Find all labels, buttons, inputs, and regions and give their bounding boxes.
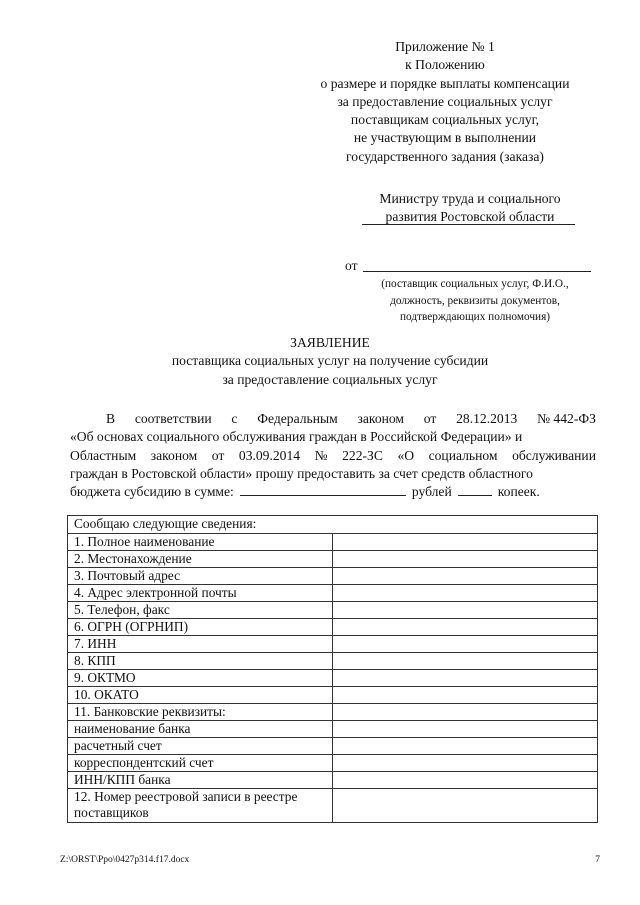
row-value[interactable]: [333, 789, 598, 823]
table-row: [68, 534, 598, 551]
row-label: 3. Почтовый адрес: [68, 568, 333, 585]
word: №: [314, 447, 328, 463]
from-name-blank[interactable]: [363, 258, 591, 272]
appendix-line: к Положению: [405, 57, 485, 73]
document-title: [60, 334, 600, 389]
table-row: [68, 585, 598, 602]
table-row: [68, 772, 598, 789]
registry-line: 12. Номер реестровой записи в реестре: [74, 789, 298, 804]
file-path: Z:\ORST\Ppo\0427p314.f17.docx: [60, 855, 190, 865]
amount-prefix: бюджета субсидию в сумме:: [70, 484, 234, 500]
statement-paragraph: [70, 410, 596, 501]
kopecks-amount-blank[interactable]: [458, 483, 492, 496]
word: № 442-ФЗ: [537, 411, 596, 426]
table-header: Сообщаю следующие сведения:: [68, 516, 598, 534]
line-text: «Об основах социального обслуживания граждан в Российской Федерации» и: [70, 429, 523, 445]
row-value[interactable]: [333, 704, 598, 721]
rubles-amount-blank[interactable]: [240, 483, 406, 496]
registry-line: поставщиков: [74, 805, 149, 820]
row-value[interactable]: [333, 585, 598, 602]
appendix-line: о размере и порядке выплаты компенсации: [320, 75, 570, 91]
addressee-line: развития Ростовской области: [385, 209, 555, 225]
table-row: [68, 670, 598, 687]
line-text: граждан в Ростовской области» прошу предоставить за счет средств областного: [70, 465, 533, 481]
row-label: 10. ОКАТО: [68, 687, 333, 704]
statement-line-5: [70, 483, 596, 501]
rubles-label: рублей: [411, 484, 452, 500]
word: с: [231, 411, 238, 426]
statement-line-1: [70, 410, 596, 428]
table-row: [68, 704, 598, 721]
appendix-line: за предоставление социальных услуг: [337, 93, 553, 109]
addressee-block: [340, 190, 600, 227]
title-line: поставщика социальных услуг на получение субсидии: [171, 353, 489, 369]
word: законом: [150, 447, 198, 463]
row-label: 2. Местонахождение: [68, 551, 333, 568]
title-line: за предоставление социальных услуг: [222, 371, 438, 387]
row-label: корреспондентский счет: [68, 755, 333, 772]
title-heading: ЗАЯВЛЕНИЕ: [290, 335, 370, 350]
addressee-name-blank[interactable]: [362, 224, 575, 225]
statement-line-2: [70, 428, 596, 446]
from-caption-line: (поставщик социальных услуг, Ф.И.О.,: [381, 278, 569, 290]
table-row: [68, 653, 598, 670]
kopecks-label: копеек.: [497, 484, 540, 500]
from-caption-line: должность, реквизиты документов,: [390, 294, 560, 307]
row-label: расчетный счет: [68, 738, 333, 755]
row-label: наименование банка: [68, 721, 333, 738]
table-row: [68, 721, 598, 738]
row-value[interactable]: [333, 602, 598, 619]
word: 222-ЗС: [342, 447, 383, 463]
row-label: 4. Адрес электронной почты: [68, 585, 333, 602]
row-label: 6. ОГРН (ОГРНИП): [68, 619, 333, 636]
from-caption: [350, 276, 600, 326]
row-label: ИНН/КПП банка: [68, 772, 333, 789]
word: законом: [357, 411, 405, 426]
word: В: [106, 411, 116, 426]
word: 03.09.2014: [238, 447, 301, 463]
row-value[interactable]: [333, 687, 598, 704]
table-row: [68, 568, 598, 585]
appendix-line: поставщикам социальных услуг,: [350, 112, 540, 128]
appendix-line: Приложение № 1: [395, 39, 495, 54]
row-value[interactable]: [333, 636, 598, 653]
table-row: [68, 602, 598, 619]
word: 28.12.2013: [456, 411, 518, 426]
table-row: [68, 738, 598, 755]
row-value[interactable]: [333, 755, 598, 772]
word: «О: [397, 447, 415, 463]
row-label: 8. КПП: [68, 653, 333, 670]
row-label: 5. Телефон, факс: [68, 602, 333, 619]
addressee-line: Министру труда и социального: [379, 191, 561, 206]
from-caption-line: подтверждающих полномочия): [399, 311, 551, 323]
row-label: 7. ИНН: [68, 636, 333, 653]
appendix-line: государственного задания (заказа): [346, 148, 544, 164]
word: Областным: [70, 447, 137, 463]
row-value[interactable]: [333, 670, 598, 687]
table-row: [68, 755, 598, 772]
row-value[interactable]: [333, 772, 598, 789]
row-label: 9. ОКТМО: [68, 670, 333, 687]
from-label: от: [345, 258, 358, 273]
row-value[interactable]: [333, 534, 598, 551]
statement-line-3: [70, 447, 596, 465]
page-number: 7: [595, 855, 600, 865]
table-row: [68, 687, 598, 704]
row-label: 1. Полное наименование: [68, 534, 333, 551]
word: от: [423, 411, 437, 426]
appendix-reference: [300, 38, 590, 166]
row-value[interactable]: [333, 619, 598, 636]
page-footer: [60, 855, 600, 865]
row-value[interactable]: [333, 721, 598, 738]
word: обслуживании: [512, 447, 596, 463]
table-row: [68, 636, 598, 653]
word: соответствии: [134, 411, 212, 426]
table-row: [68, 619, 598, 636]
word: от: [211, 447, 225, 463]
row-value[interactable]: [333, 653, 598, 670]
statement-line-4: [70, 465, 596, 483]
row-value[interactable]: [333, 738, 598, 755]
row-value[interactable]: [333, 551, 598, 568]
appendix-line: не участвующим в выполнении: [353, 130, 537, 146]
table-row: [68, 551, 598, 568]
row-label: 11. Банковские реквизиты:: [68, 704, 333, 721]
row-label: [68, 789, 333, 823]
provider-info-table: [67, 515, 598, 823]
word: Федеральным: [257, 411, 338, 426]
table-row: [68, 789, 598, 823]
row-value[interactable]: [333, 568, 598, 585]
word: социальном: [428, 447, 498, 463]
